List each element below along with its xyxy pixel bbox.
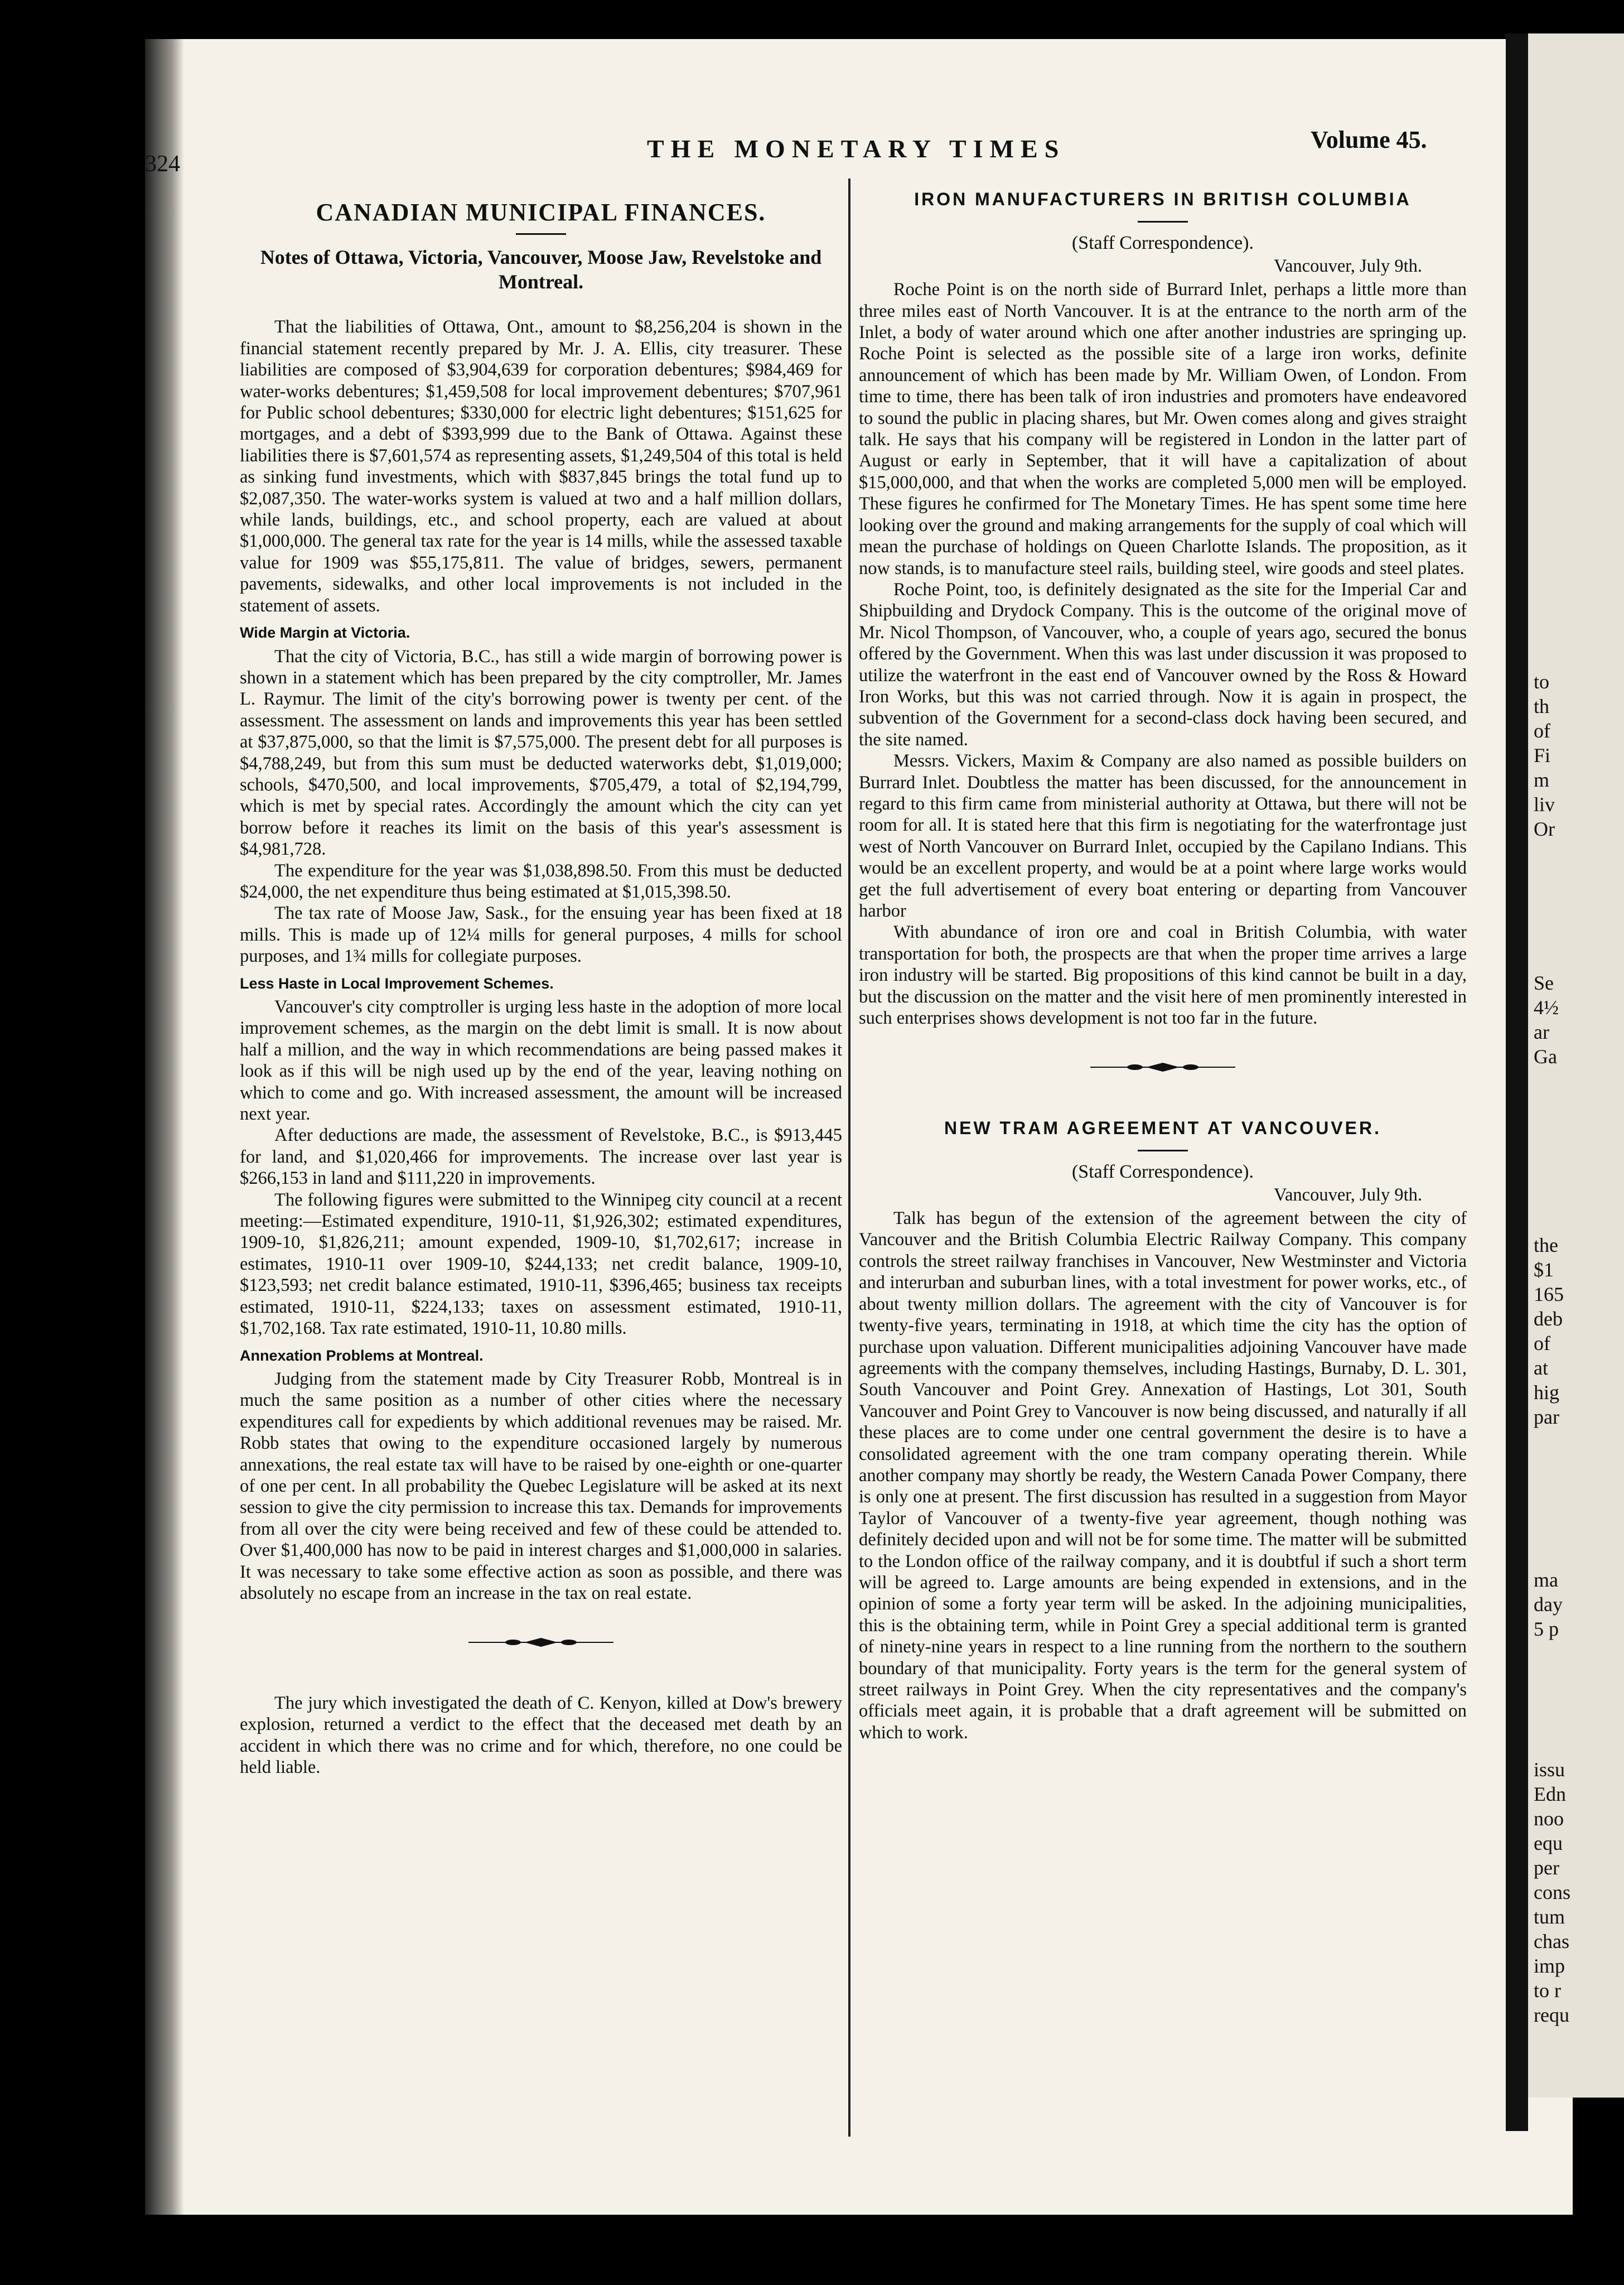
adjacent-fragment: Edn: [1534, 1783, 1566, 1805]
paragraph: Roche Point is on the north side of Burrard Inlet, perhaps a little more than three miles east of North Vancouver. It is at the entrance to the north arm of the Inlet, a body of water around which one after another industries are springing up. Roche Point is selected as the possible site of a large iron works, definite announcement of which has been made by Mr. William Owen, of London. From time to time, there has been talk of iron industries and promoters have endeavored to sound the public in placing shares, but Mr. Owen comes along and gives straight talk. He says that his company will be registered in London in the latter part of August or early in September, that it will have a capitalization of about $15,000,000, and that when the works are completed 5,000 men will be employed. These figures he confirmed for The Monetary Times. He has spent some time here looking over the ground and making arrangements for the supply of coal which will mean the purchase of holdings on Queen Charlotte Islands. The proposition, as it now stands, is to manufacture steel rails, building steel, wire goods and steel plates.: [859, 279, 1467, 579]
paragraph: The jury which investigated the death of C. Kenyon, killed at Dow's brewery explosion, returned a verdict to the effect that the deceased met death by an accident in which there was no crime and for which, therefore, no one could be held liable.: [240, 1693, 842, 1777]
adjacent-fragment: $1: [1534, 1259, 1554, 1281]
paragraph: Roche Point, too, is definitely designated as the site for the Imperial Car and Shipbuilding and Drydock Company. This is the outcome of the original move of Mr. Nicol Thompson, of Vancouver, who, a couple of years ago, secured the bonus offered by the Government. When this was last under discussion it was proposed to utilize the waterfront in the east end of Vancouver owned by the Ross & Howard Iron Works, but this was not carried through. Now it is again in prospect, the subvention of the Government for a second-class dock having been secured, and the site named.: [859, 579, 1467, 750]
ornament-divider: [240, 1632, 842, 1653]
adjacent-fragment: at: [1534, 1357, 1548, 1379]
adjacent-fragment: deb: [1534, 1308, 1563, 1330]
page-number: 324: [145, 151, 180, 177]
article-title: CANADIAN MUNICIPAL FINANCES.: [316, 199, 766, 226]
adjacent-fragment: to: [1534, 671, 1550, 693]
adjacent-fragment: Fi: [1534, 744, 1551, 767]
adjacent-fragment: m: [1534, 769, 1550, 791]
adjacent-fragment: liv: [1534, 793, 1555, 816]
article-title: NEW TRAM AGREEMENT AT VANCOUVER.: [944, 1117, 1381, 1138]
paragraph: Talk has begun of the extension of the agreement between the city of Vancouver and the British Columbia Electric Railway Company. This company controls the street railway franchises in Vancouver, New Westminster and Victoria and interurban and suburban lines, with a total investment for power works, etc., of about twenty million dollars. The agreement with the city of Vancouver is for twenty-five years, terminating in 1918, at which time the city has the option of purchase upon valuation. Different municipalities adjoining Vancouver have made agreements with the company themselves, including Hastings, Burnaby, D. L. 301, South Vancouver and Point Grey. Annexation of Hastings, Lot 301, South Vancouver and Point Grey to Vancouver is now being discussed, and naturally if all these places are to come under one central government the desire is to have a consolidated agreement with the one tram company operating therein. While another company may shortly be ready, the Western Canada Power Company, there is only one at present. The first discussion has resulted in a suggestion from Mayor Taylor of Vancouver of a twenty-five year agreement, though nothing was definitely decided upon and will not be for some time. The matter will be submitted to the London office of the railway company, and it is doubtful if such a short term will be agreed to. Large amounts are being expended in extensions, and in the opinion of some a forty year term will be asked. In the adjoining municipalities, this is the obtaining term, while in Point Grey a special additional term is granted of ninety-nine years in respect to a line running from the northern to the southern boundary of that municipality. Forty years is the term for the general system of street railways in Point Grey. When the city representatives and the company's officials meet again, it is probable that a draft agreement will be submitted on which to work.: [859, 1208, 1467, 1743]
adjacent-fragment: tum: [1534, 1906, 1565, 1928]
adjacent-fragment: 165: [1534, 1283, 1564, 1305]
title-rule: [1138, 1150, 1188, 1151]
article-subtitle: Notes of Ottawa, Victoria, Vancouver, Moose Jaw, Revelstoke and Montreal.: [260, 246, 822, 293]
adjacent-fragment: chas: [1534, 1930, 1569, 1953]
adjacent-fragment-group: [1528, 1233, 1564, 1429]
paragraph: The following figures were submitted to the Winnipeg city council at a recent meeting:—Estimated expenditure, 1910-11, $1,926,302; estimated expenditures, 1909-10, $1,826,211; amount expended, 1909-10, $1,702,617; increase in estimates, 1910-11 over 1909-10, $244,133; net credit balance, 1909-10, $123,593; net credit balance estimated, 1910-11, $396,465; business tax receipts estimated, 1910-11, $224,133; taxes on assessment estimated, 1910-11, $1,702,168. Tax rate estimated, 1910-11, 10.80 mills.: [240, 1189, 842, 1339]
adjacent-fragment: equ: [1534, 1832, 1563, 1854]
adjacent-fragment: issu: [1534, 1758, 1565, 1781]
title-rule: [1138, 221, 1188, 223]
volume-label: Volume 45.: [1311, 126, 1427, 153]
paragraph: Judging from the statement made by City Treasurer Robb, Montreal is in much the same position as a number of other cities where the necessary expenditures call for expedients by which additional revenues may be raised. Mr. Robb states that owing to the expenditure occasioned largely by numerous annexations, the real estate tax will have to be raised by one-eighth or one-quarter of one per cent. In all probability the Quebec Legislature will be asked at its next session to give the city permission to increase this tax. Demands for improvements from all over the city were being received and few of these could be attended to. Over $1,400,000 has now to be paid in interest charges and $1,000,000 in salaries. It was necessary to take some effective action as soon as possible, and there was absolutely no escape from an increase in the tax on real estate.: [240, 1368, 842, 1603]
gutter-shadow: [145, 39, 184, 2215]
adjacent-fragment: hig: [1534, 1381, 1560, 1404]
ornament-divider: [859, 1057, 1467, 1078]
adjacent-fragment: per: [1534, 1857, 1559, 1879]
adjacent-fragment-group: [1528, 1568, 1563, 1641]
adjacent-fragment: th: [1534, 695, 1550, 717]
paragraph: That the liabilities of Ottawa, Ont., amount to $8,256,204 is shown in the financial statement recently prepared by Mr. J. A. Ellis, city treasurer. These liabilities are composed of $3,904,639 for corporation debentures; $984,469 for water-works debentures; $1,459,508 for local improvement debentures; $707,961 for Public school debentures; $330,000 for electric light debentures; $151,625 for mortgages, and a debt of $393,999 due to the Bank of Ottawa. Against these liabilities there is $7,601,574 as representing assets, $1,249,504 of this total is held as sinking fund investments, which with $837,845 brings the total fund up to $2,087,350. The water-works system is valued at two and a half million dollars, while lands, buildings, etc., and school property, each are valued at about $1,000,000. The general tax rate for the year is 14 mills, while the assessed taxable value for 1909 was $55,175,811. The value of bridges, sewers, permanent pavements, sidewalks, and other local improvements is not included in the statement of assets.: [240, 317, 842, 616]
adjacent-fragment: imp: [1534, 1955, 1565, 1977]
adjacent-fragment: day: [1534, 1593, 1563, 1616]
paragraph: The expenditure for the year was $1,038,898.50. From this must be deducted $24,000, the net expenditure thus being estimated at $1,015,398.50.: [240, 860, 842, 902]
adjacent-fragment: the: [1534, 1234, 1558, 1256]
paragraph: Vancouver's city comptroller is urging less haste in the adoption of more local improvement schemes, as the margin on the debt limit is small. It is now about half a million, and the way in which recommendations are being passed makes it look as if this will be nigh used up by the end of the year, leaving nothing on which to come and go. With increased assessment, the amount will be increased next year.: [240, 997, 842, 1125]
adjacent-fragment: par: [1534, 1406, 1559, 1428]
byline: (Staff Correspondence).: [1071, 233, 1254, 254]
section-heading: Annexation Problems at Montreal.: [240, 1347, 484, 1364]
adjacent-fragment: Ga: [1534, 1045, 1557, 1068]
running-title: THE MONETARY TIMES: [647, 134, 1066, 163]
article-title: IRON MANUFACTURERS IN BRITISH COLUMBIA: [914, 189, 1412, 209]
byline: (Staff Correspondence).: [1071, 1161, 1254, 1183]
paragraph: With abundance of iron ore and coal in British Columbia, with water transportation for both, the prospects are that when the proper time arrives a large iron industry will be started. Big propositions of this kind cannot be built in a day, but the discussion on the matter and the visit here of men prominently interested in such enterprises shows development is not too far in the future.: [859, 922, 1467, 1029]
paragraph: After deductions are made, the assessment of Revelstoke, B.C., is $913,445 for land, and $1,020,466 for improvements. The increase over last year is $266,153 in land and $111,220 in improvements.: [240, 1125, 842, 1189]
dateline: Vancouver, July 9th.: [1274, 256, 1422, 276]
adjacent-fragment-group: [1528, 669, 1555, 841]
adjacent-fragment: 5 p: [1534, 1618, 1559, 1640]
adjacent-fragment: of: [1534, 1332, 1550, 1354]
adjacent-fragment: to r: [1534, 1979, 1561, 2002]
adjacent-fragment: ar: [1534, 1021, 1549, 1043]
section-heading: Less Haste in Local Improvement Schemes.: [240, 975, 554, 992]
left-column: [240, 184, 842, 1778]
adjacent-fragment: Or: [1534, 818, 1555, 840]
adjacent-fragment: 4½: [1534, 996, 1559, 1019]
paragraph: That the city of Victoria, B.C., has still a wide margin of borrowing power is shown in a statement which has been prepared by the city comptroller, Mr. James L. Raymur. The limit of the city's borrowing power is twenty per cent. of the assessment. The assessment on lands and improvements this year has been settled at $37,875,000, so that the limit is $7,575,000. The present debt for all purposes is $4,788,249, but from this sum must be deducted waterworks debt, $1,019,000; schools, $470,500, and local improvements, $705,479, a total of $2,194,799, which is met by special rates. Accordingly the amount which the city can yet borrow before it reaches its limit on the basis of this year's assessment is $4,981,728.: [240, 646, 842, 860]
paragraph: Messrs. Vickers, Maxim & Company are also named as possible builders on Burrard Inlet. Doubtless the matter has been discussed, for the announcement in regard to this firm came from ministerial authority at Ottawa, but there will not be room for all. It is stated here that this firm is negotiating for the waterfrontage just west of North Vancouver on Burrard Inlet, occupied by the Capilano Indians. This would be an excellent property, and would be at a point where large works would get the full advertisement of every boat entering or departing from Vancouver harbor: [859, 751, 1467, 921]
adjacent-fragment: of: [1534, 720, 1550, 742]
adjacent-fragment: Se: [1534, 972, 1554, 994]
adjacent-fragment: cons: [1534, 1881, 1570, 1903]
dateline: Vancouver, July 9th.: [1274, 1184, 1422, 1205]
adjacent-fragment: requ: [1534, 2004, 1569, 2026]
column-rule: [848, 179, 850, 2137]
right-column: [859, 184, 1467, 1743]
title-rule: [516, 233, 566, 235]
adjacent-page-strip: [1528, 33, 1624, 2098]
adjacent-fragment-group: [1528, 1757, 1570, 2027]
adjacent-fragment-group: [1528, 971, 1559, 1069]
binding-edge: [1506, 33, 1528, 2131]
adjacent-fragment: ma: [1534, 1569, 1558, 1591]
section-heading: Wide Margin at Victoria.: [240, 624, 410, 642]
paragraph: The tax rate of Moose Jaw, Sask., for the ensuing year has been fixed at 18 mills. This is made up of 12¼ mills for general purposes, 4 mills for school purposes, and 1¾ mills for collegiate purposes.: [240, 903, 842, 967]
adjacent-fragment: noo: [1534, 1807, 1564, 1830]
